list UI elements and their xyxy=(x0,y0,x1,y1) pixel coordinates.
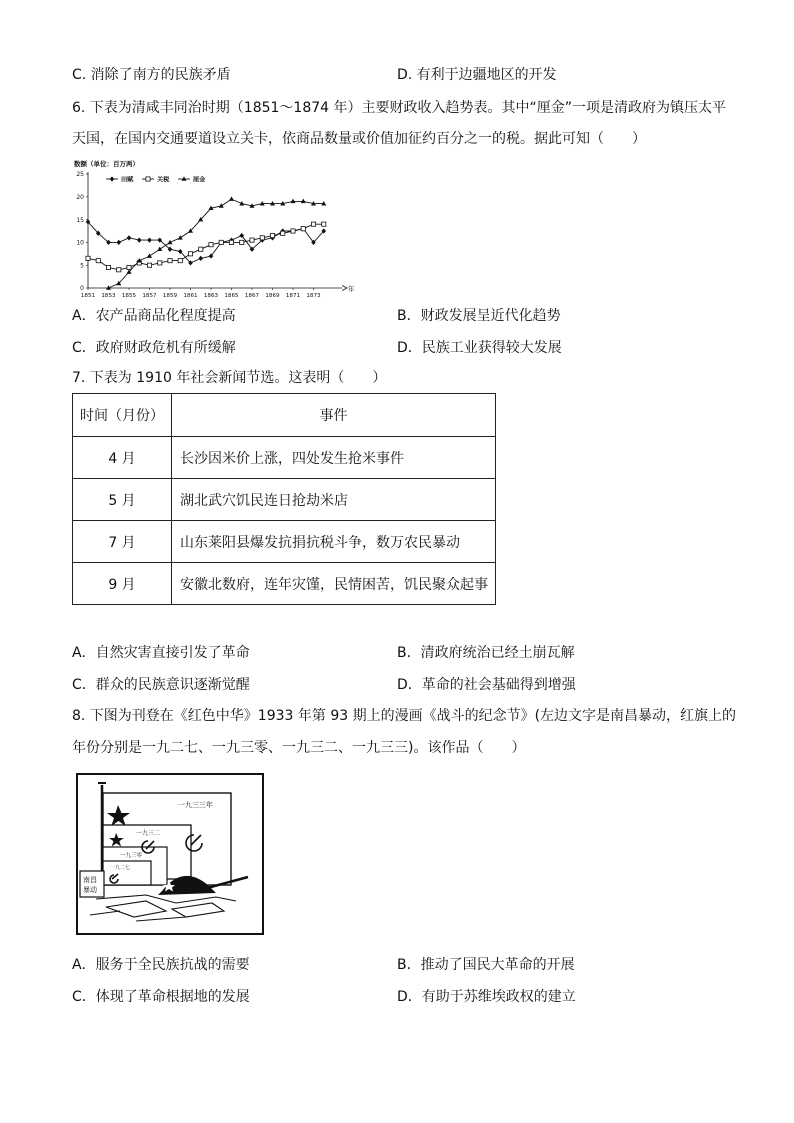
data-point xyxy=(291,229,295,233)
data-point xyxy=(147,253,152,258)
cartoon-side-text: 南昌暴动 xyxy=(83,876,97,894)
cell-event: 山东莱阳县爆发抗捐抗税斗争，数万农民暴动 xyxy=(172,521,496,563)
data-point xyxy=(188,252,192,256)
news-table xyxy=(72,393,496,605)
data-point xyxy=(178,235,183,240)
data-point xyxy=(291,199,296,204)
y-tick-label: 10 xyxy=(76,239,84,247)
data-point xyxy=(260,236,264,240)
cell-month: 5 月 xyxy=(73,479,172,521)
data-point xyxy=(96,259,100,263)
q8-option-d: D．有助于苏维埃政权的建立 xyxy=(397,989,576,1005)
y-tick-label: 5 xyxy=(80,262,84,270)
legend-label: 关税 xyxy=(157,176,170,184)
q8-stem-line2: 年份分别是一九二七、一九三零、一九三二、一九三三)。该作品（ ） xyxy=(72,740,526,756)
q6-stem-line2: 天国，在国内交通要道设立关卡，依商品数量或价值加征约百分之一的税。据此可知（ ） xyxy=(72,131,646,147)
x-tick-label: 1863 xyxy=(203,293,219,299)
data-point xyxy=(240,240,244,244)
data-point xyxy=(322,222,326,226)
table-row xyxy=(73,521,496,563)
x-tick-label: 1853 xyxy=(101,293,116,299)
q7-option-a: A．自然灾害直接引发了革命 xyxy=(72,645,250,661)
x-tick-label: 1871 xyxy=(285,293,301,299)
data-point xyxy=(106,265,110,269)
cell-event: 长沙因米价上涨，四处发生抢米事件 xyxy=(172,437,496,479)
legend-marker xyxy=(146,177,150,181)
data-point xyxy=(137,238,142,243)
q8-option-b: B．推动了国民大革命的开展 xyxy=(397,957,575,973)
q8-option-a: A．服务于全民族抗战的需要 xyxy=(72,957,250,973)
data-point xyxy=(270,233,274,237)
q6-option-a: A．农产品商品化程度提高 xyxy=(72,308,236,324)
header-time: 时间（月份） xyxy=(73,394,172,437)
cell-month: 4 月 xyxy=(73,437,172,479)
series-line-0 xyxy=(88,222,324,263)
data-point xyxy=(157,247,162,252)
data-point xyxy=(229,240,233,244)
q6-option-c: C．政府财政危机有所缓解 xyxy=(72,340,236,356)
data-point xyxy=(229,196,234,201)
data-point xyxy=(116,240,121,245)
chart-xlabel: 年 xyxy=(348,285,355,293)
data-point xyxy=(86,256,90,260)
chart-ylabel: 数额（单位：百万两） xyxy=(74,160,139,168)
q6-option-d: D．民族工业获得较大发展 xyxy=(397,340,562,356)
x-tick-label: 1855 xyxy=(121,293,137,299)
cell-event: 湖北武穴饥民连日抢劫米店 xyxy=(172,479,496,521)
x-tick-label: 1859 xyxy=(162,293,178,299)
q8-stem-line1: 8. 下图为刊登在《红色中华》1933 年第 93 期上的漫画《战斗的纪念节》(左边文字是南昌暴动，红旗上的 xyxy=(72,708,737,724)
data-point xyxy=(147,263,151,267)
data-point xyxy=(219,240,223,244)
x-tick-label: 1869 xyxy=(265,293,280,299)
x-tick-label: 1857 xyxy=(142,293,157,299)
data-point xyxy=(209,243,213,247)
data-point xyxy=(281,231,285,235)
data-point xyxy=(168,259,172,263)
legend-label: 田赋 xyxy=(121,176,134,184)
legend-marker xyxy=(110,176,115,181)
data-point xyxy=(250,238,254,242)
x-axis-arrow xyxy=(342,286,347,291)
flag-year-1932: 一九三二 xyxy=(136,830,161,837)
data-point xyxy=(311,222,315,226)
y-tick-label: 25 xyxy=(76,171,84,179)
x-tick-label: 1865 xyxy=(224,293,239,299)
chart-axes xyxy=(76,171,355,299)
cell-event: 安徽北数府，连年灾馑，民情困苦，饥民聚众起事 xyxy=(172,563,496,605)
q7-option-c: C．群众的民族意识逐渐觉醒 xyxy=(72,677,250,693)
q5-option-d: D. 有利于边疆地区的开发 xyxy=(397,67,557,83)
cell-month: 7 月 xyxy=(73,521,172,563)
table-row xyxy=(73,563,496,605)
data-point xyxy=(219,203,224,208)
flag-year-1927: 一九二七 xyxy=(110,865,131,871)
table-header-row xyxy=(73,394,496,437)
cell-month: 9 月 xyxy=(73,563,172,605)
y-tick-label: 0 xyxy=(80,285,84,293)
data-point xyxy=(158,261,162,265)
data-point xyxy=(147,238,152,243)
data-point xyxy=(301,227,305,231)
chart-plot xyxy=(86,196,327,289)
data-point xyxy=(117,268,121,272)
fiscal-revenue-chart xyxy=(72,156,355,299)
legend-label: 厘金 xyxy=(193,176,206,184)
cartoon-illustration xyxy=(76,773,264,935)
q5-option-c: C. 消除了南方的民族矛盾 xyxy=(72,67,231,83)
x-tick-label: 1873 xyxy=(306,293,321,299)
y-tick-label: 20 xyxy=(76,194,84,201)
data-point xyxy=(198,256,203,261)
q7-option-d: D．革命的社会基础得到增强 xyxy=(397,677,576,693)
chart-legend xyxy=(106,176,206,184)
q7-stem: 7. 下表为 1910 年社会新闻节选。这表明（ ） xyxy=(72,370,387,386)
q6-option-b: B．财政发展呈近代化趋势 xyxy=(397,308,561,324)
q7-option-b: B．清政府统治已经土崩瓦解 xyxy=(397,645,575,661)
data-point xyxy=(127,265,131,269)
x-tick-label: 1851 xyxy=(80,293,96,299)
q6-stem-line1: 6. 下表为清咸丰同治时期（1851～1874 年）主要财政收入趋势表。其中“厘金”一项是清政府为镇压太平 xyxy=(72,100,727,116)
table-row xyxy=(73,479,496,521)
data-point xyxy=(301,199,306,204)
x-tick-label: 1867 xyxy=(244,293,260,299)
data-point xyxy=(178,259,182,263)
table-row xyxy=(73,437,496,479)
flag-year-1933: 一九三三年 xyxy=(178,801,213,809)
data-point xyxy=(199,247,203,251)
data-point xyxy=(127,235,132,240)
x-tick-label: 1861 xyxy=(183,293,198,299)
header-event: 事件 xyxy=(172,394,496,437)
y-tick-label: 15 xyxy=(76,216,84,224)
flag-year-1930: 一九三零 xyxy=(120,853,143,859)
q8-option-c: C．体现了革命根据地的发展 xyxy=(72,989,250,1005)
